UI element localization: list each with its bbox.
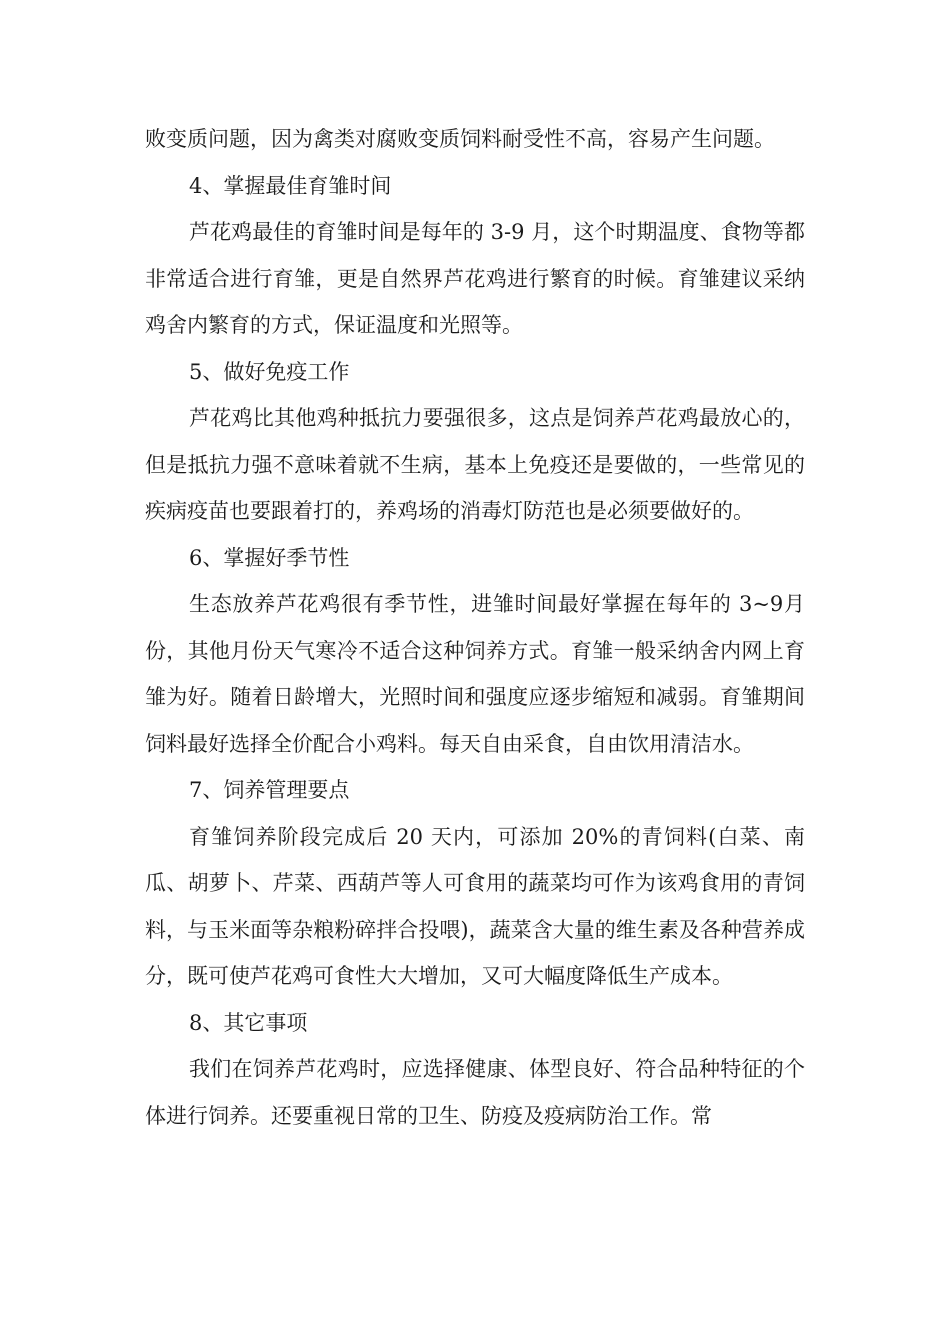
paragraph-section-6: 生态放养芦花鸡很有季节性，进雏时间最好掌握在每年的 3~9月份，其他月份天气寒冷不适合这种饲养方式。育雏一般采纳舍内网上育雏为好。随着日龄增大，光照时间和强度应逐步缩短和减弱。育雏期间饲料最好选择全价配合小鸡料。每天自由采食，自由饮用清洁水。 — [145, 592, 805, 756]
paragraph-section-8: 我们在饲养芦花鸡时，应选择健康、体型良好、符合品种特征的个体进行饲养。还要重视日常的卫生、防疫及疫病防治工作。常 — [145, 1057, 805, 1128]
paragraph-section-4: 芦花鸡最佳的育雏时间是每年的 3-9 月，这个时期温度、食物等都非常适合进行育雏，更是自然界芦花鸡进行繁育的时候。育雏建议采纳鸡舍内繁育的方式，保证温度和光照等。 — [145, 220, 805, 337]
paragraph-section-7: 育雏饲养阶段完成后 20 天内，可添加 20%的青饲料(白菜、南瓜、胡萝卜、芹菜、西葫芦等人可食用的蔬菜均可作为该鸡食用的青饲料，与玉米面等杂粮粉碎拌合投喂)，蔬菜含大量的维生素及各种营养成分，既可使芦花鸡可食性大大增加，又可大幅度降低生产成本。 — [145, 824, 805, 988]
document-body — [145, 116, 805, 1139]
section-heading-7: 7、饲养管理要点 — [189, 778, 350, 802]
section-heading-5: 5、做好免疫工作 — [189, 359, 350, 384]
section-heading-8: 8、其它事项 — [189, 1010, 308, 1035]
section-heading-4: 4、掌握最佳育雏时间 — [189, 173, 392, 198]
paragraph-continued: 败变质问题，因为禽类对腐败变质饲料耐受性不高，容易产生问题。 — [145, 127, 775, 151]
section-heading-6: 6、掌握好季节性 — [189, 545, 350, 570]
paragraph-section-5: 芦花鸡比其他鸡种抵抗力要强很多，这点是饲养芦花鸡最放心的，但是抵抗力强不意味着就不生病，基本上免疫还是要做的，一些常见的疾病疫苗也要跟着打的，养鸡场的消毒灯防范也是必须要做好的。 — [145, 406, 805, 523]
